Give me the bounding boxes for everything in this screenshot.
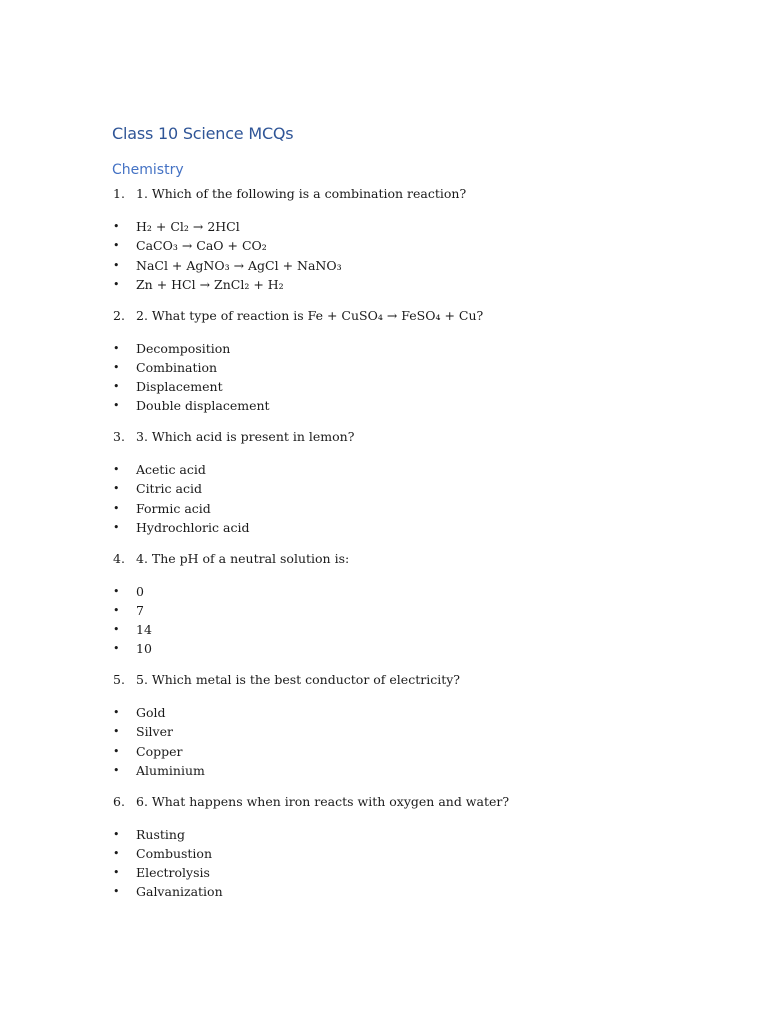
question-item	[0, 427, 768, 549]
option-text: Electrolysis	[136, 865, 210, 881]
bullet-icon: •	[113, 501, 120, 515]
bullet-icon: •	[113, 380, 120, 394]
option-text: Formic acid	[136, 500, 211, 516]
question-number: 5.	[113, 672, 125, 687]
bullet-icon: •	[113, 584, 120, 598]
option-text: 0	[136, 583, 144, 599]
bullet-icon: •	[113, 827, 120, 841]
option-text: Aluminium	[136, 762, 205, 778]
question-item	[0, 670, 768, 792]
bullet-icon: •	[113, 482, 120, 496]
option-text: NaCl + AgNO₃ → AgCl + NaNO₃	[136, 257, 342, 273]
bullet-icon: •	[113, 258, 120, 272]
bullet-icon: •	[113, 706, 120, 719]
bullet-icon: •	[113, 341, 120, 355]
bullet-icon: •	[113, 239, 120, 253]
document-title: Class 10 Science MCQs	[112, 124, 294, 143]
question-text: 4. The pH of a neutral solution is:	[136, 550, 350, 566]
option-text: Silver	[136, 724, 173, 740]
bullet-icon: •	[113, 866, 120, 880]
option-text: Double displacement	[136, 398, 270, 414]
question-text: 6. What happens when iron reacts with oxygen and water?	[136, 793, 510, 809]
bullet-icon: •	[113, 642, 120, 656]
option-text: Rusting	[136, 826, 185, 842]
option-text: Combustion	[136, 845, 213, 861]
option-text: Decomposition	[136, 340, 231, 356]
option-text: Combination	[136, 359, 218, 375]
option-text: CaCO₃ → CaO + CO₂	[136, 238, 267, 254]
bullet-icon: •	[113, 399, 120, 413]
option-text: Copper	[136, 743, 183, 759]
option-text: Acetic acid	[136, 462, 206, 477]
option-text: Hydrochloric acid	[136, 519, 250, 535]
question-text: 3. Which acid is present in lemon?	[136, 429, 355, 444]
option-text: H₂ + Cl₂ → 2HCl	[136, 219, 240, 234]
question-item	[0, 306, 768, 428]
bullet-icon: •	[113, 763, 120, 777]
bullet-icon: •	[113, 360, 120, 374]
question-item	[0, 792, 768, 914]
option-text: Gold	[136, 705, 166, 720]
bullet-icon: •	[113, 520, 120, 534]
option-text: 14	[136, 622, 152, 638]
bullet-icon: •	[113, 603, 120, 617]
section-heading-chemistry: Chemistry	[112, 162, 184, 178]
question-number: 4.	[113, 550, 125, 566]
question-number: 6.	[113, 793, 125, 809]
question-text: 1. Which of the following is a combination reaction?	[136, 186, 467, 201]
question-text: 2. What type of reaction is Fe + CuSO₄ → FeSO₄ + Cu?	[136, 307, 484, 323]
option-text: Zn + HCl → ZnCl₂ + H₂	[136, 276, 284, 292]
bullet-icon: •	[113, 463, 120, 476]
option-text: Citric acid	[136, 481, 202, 497]
option-text: Displacement	[136, 379, 223, 395]
bullet-icon: •	[113, 220, 120, 233]
question-number: 1.	[113, 186, 125, 201]
question-text: 5. Which metal is the best conductor of electricity?	[136, 672, 460, 687]
question-number: 2.	[113, 307, 125, 323]
bullet-icon: •	[113, 725, 120, 739]
question-list	[0, 184, 768, 913]
option-text: 7	[136, 602, 144, 618]
bullet-icon: •	[113, 885, 120, 899]
bullet-icon: •	[113, 277, 120, 291]
bullet-icon: •	[113, 623, 120, 637]
question-item	[0, 184, 768, 306]
question-item	[0, 549, 768, 671]
option-text: 10	[136, 641, 152, 657]
bullet-icon: •	[113, 846, 120, 860]
option-text: Galvanization	[136, 884, 223, 900]
bullet-icon: •	[113, 744, 120, 758]
question-number: 3.	[113, 429, 125, 444]
